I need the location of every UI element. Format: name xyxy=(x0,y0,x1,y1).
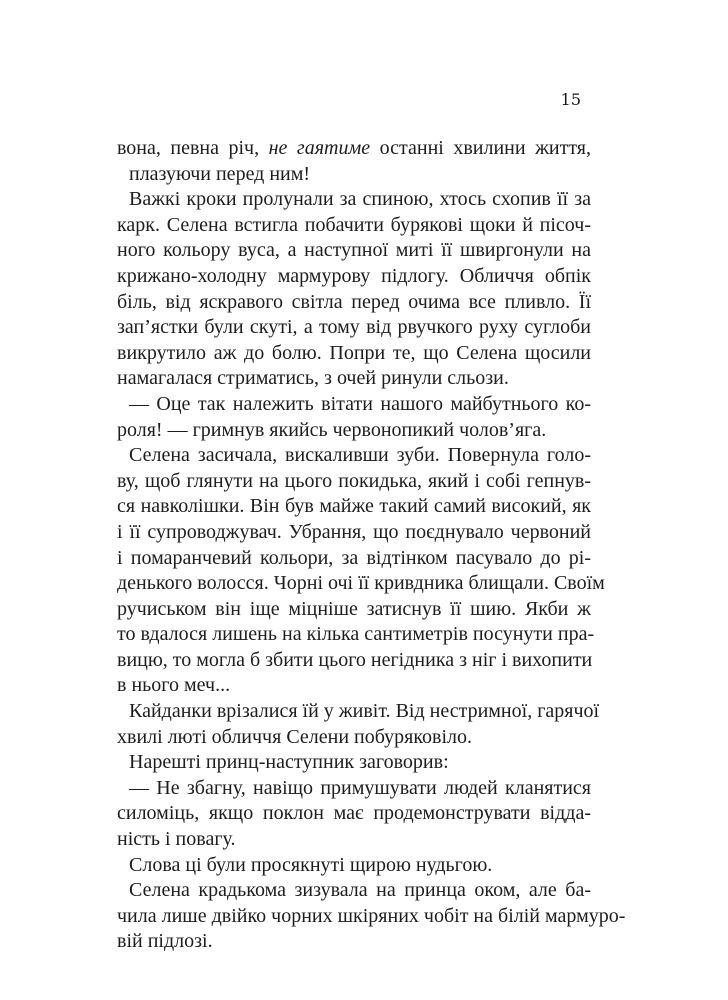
text-line-31: чила лише двійко чорних шкіряних чобіт на білій мармуро- xyxy=(117,904,626,927)
text-line-27: силоміць, якщо поклон має продемонструвати відда- xyxy=(117,802,591,825)
body-text xyxy=(117,131,626,955)
text-line-23: Кайданки врізалися їй у живіт. Від нестримної, гарячої xyxy=(129,700,600,723)
text-line-4: карк. Селена встигла побачити бурякові щоки й пісоч- xyxy=(117,213,591,236)
text-line-7: біль, від яскравого світла перед очима все пливло. Її xyxy=(117,290,591,313)
text-line-16: і її супроводжувач. Убрання, що поєднувало червоний xyxy=(117,520,591,543)
text-line-12: роля! — гримнув якийсь червонопикий чолов’яга. xyxy=(117,418,547,441)
text-line-5: ного кольору вуса, а наступної миті її швиргонули на xyxy=(117,239,591,262)
text-line-32: вій підлозі. xyxy=(117,930,213,953)
text-line-22: в нього меч... xyxy=(117,674,231,697)
text-line-2: плазуючи перед ним! xyxy=(129,162,311,185)
text-line-26: — Не збагну, навіщо примушувати людей кланятися xyxy=(129,776,591,799)
text-line-13: Селена засичала, вискаливши зуби. Повернула голо- xyxy=(129,444,591,467)
text-line-14: ву, щоб глянути на цього покидька, який і собі гепнув- xyxy=(117,469,591,492)
text-line-1-after: останні хвилини життя, xyxy=(370,137,592,159)
text-line-17: і помаранчевий кольори, за відтінком пасувало до рі- xyxy=(117,546,591,569)
text-line-9: викрутило аж до болю. Попри те, що Селена щосили xyxy=(117,341,591,364)
text-line-25: Нарешті принц-наступник заговорив: xyxy=(129,751,449,774)
text-line-10: намагалася стриматись, з очей ринули сльози. xyxy=(117,367,509,390)
text-line-15: ся навколішки. Він був майже такий самий високий, як xyxy=(117,495,591,518)
text-line-18: денького волосся. Чорні очі її кривдника блищали. Своїм xyxy=(117,572,605,595)
page-number: 15 xyxy=(560,90,581,109)
text-line-20: то вдалося лишень на кілька сантиметрів посунути пра- xyxy=(117,623,595,646)
text-line-1 xyxy=(117,136,591,162)
text-line-29: Слова ці були просякнуті щирою нудьгою. xyxy=(129,853,493,876)
italic-phrase: не гаятиме xyxy=(268,137,371,159)
text-line-1-before: вона, певна річ, xyxy=(117,137,269,159)
text-line-6: крижано-холодну мармурову підлогу. Обличчя обпік xyxy=(117,264,591,287)
text-line-11: — Оце так належить вітати нашого майбутнього ко- xyxy=(129,392,591,415)
text-line-3: Важкі кроки пролунали за спиною, хтось схопив її за xyxy=(129,188,591,211)
text-line-19: ручиськом він іще міцніше затиснув її шию. Якби ж xyxy=(117,597,591,620)
text-line-30: Селена крадькома зизувала на принца оком, але ба- xyxy=(129,879,591,902)
text-line-21: вицю, то могла б збити цього негідника з ніг і вихопити xyxy=(117,648,593,671)
text-line-8: зап’ястки були скуті, а тому від рвучкого руху суглоби xyxy=(117,316,591,339)
text-line-24: хвилі люті обличчя Селени побуряковіло. xyxy=(117,725,473,748)
text-line-28: ність і повагу. xyxy=(117,828,236,851)
